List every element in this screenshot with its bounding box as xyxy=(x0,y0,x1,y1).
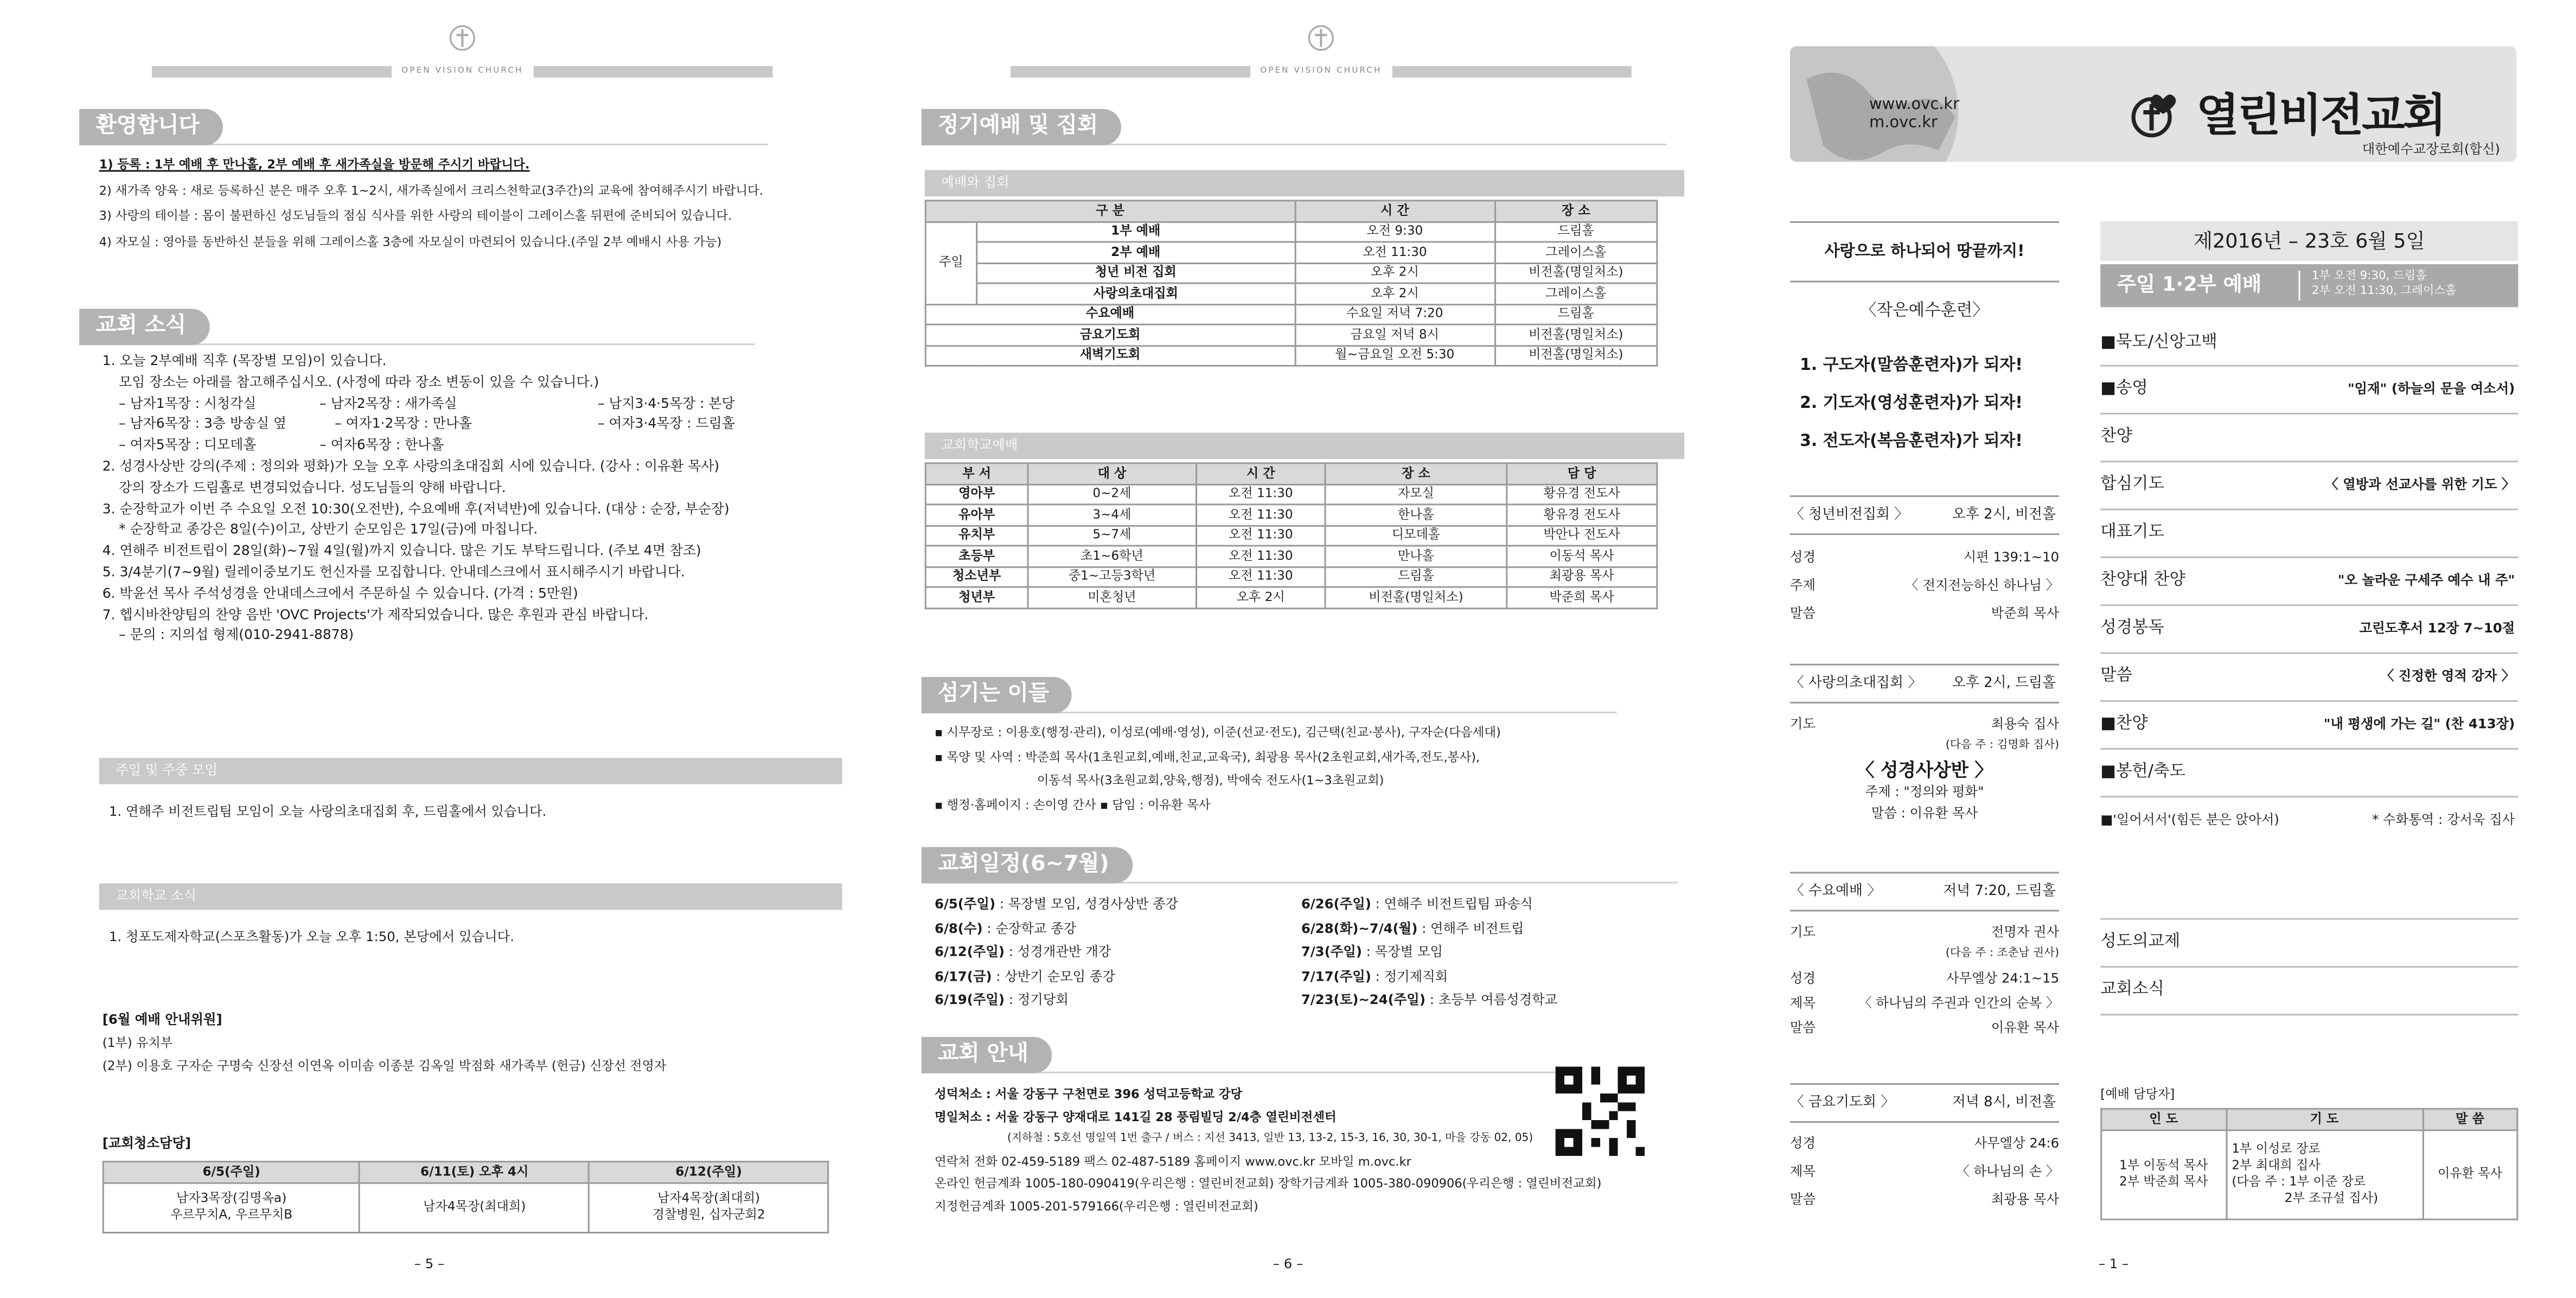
info-list xyxy=(935,1083,1601,1218)
cleaning-cell-line: 남자4목장(최대희) xyxy=(423,1198,526,1214)
kv-value: 전명자 권사 xyxy=(1991,924,2060,940)
cleaning-cell-line: 남자4목장(최대희) xyxy=(657,1190,760,1205)
news-item-6: 6. 박윤선 목사 주석성경을 안내데스크에서 주문하실 수 있습니다. (가격 : 5만원) xyxy=(102,584,578,601)
worship-title: 정기예배 및 집회 xyxy=(922,109,1121,145)
cleaning-title: [교회청소담당] xyxy=(102,1136,191,1151)
school-cell: 유치부 xyxy=(925,525,1028,546)
kv-value: 최광용 목사 xyxy=(1991,1192,2060,1207)
worship-cell: 금요일 저녁 8시 xyxy=(1295,324,1495,345)
schedule-desc: : 정기당회 xyxy=(1005,992,1069,1007)
kv-key: 말씀 xyxy=(1789,606,1816,621)
school-cell: 미혼청년 xyxy=(1028,587,1196,608)
order-label: ■송영 xyxy=(2100,380,2148,398)
order-item xyxy=(2100,367,2518,414)
kv-key: 기도 xyxy=(1789,924,1816,940)
worship-cell: 사랑의초대집회 xyxy=(977,283,1295,304)
order-detail: "내 평생에 가는 길" (찬 413장) xyxy=(2323,717,2515,732)
ushers-1: (1부) 유치부 xyxy=(102,1035,173,1051)
welcome-item: 2) 새가족 양육 : 새로 등록하신 분은 매주 오후 1~2시, 새가족실에서 크리스천학교(3주간)의 교육에 참여해주시기 바랍니다. xyxy=(99,182,763,197)
after-item xyxy=(2100,968,2518,1015)
goal-item: 2. 기도자(영성훈련자)가 되자! xyxy=(1800,394,2023,413)
qr-code-icon[interactable] xyxy=(1556,1067,1645,1156)
after-item xyxy=(2100,918,2518,968)
school-cell: 초등부 xyxy=(925,546,1028,566)
schedule-date: 6/12(주일) xyxy=(935,944,1005,960)
worship-cell: 오후 2시 xyxy=(1295,263,1495,283)
duty-word: 이유환 목사 xyxy=(2422,1129,2517,1218)
news-item-7: 7. 헵시바찬양팀의 찬양 음반 'OVC Projects'가 제작되었습니다. 많은 후원과 관심 바랍니다. xyxy=(102,605,649,622)
worship-header: 장 소 xyxy=(1495,201,1657,221)
course-topic: 주제 : "정의와 평화" xyxy=(1865,784,1984,800)
church-name: 열린비전교회 xyxy=(2196,91,2445,142)
school-header: 부 서 xyxy=(925,463,1028,484)
slogan: 사랑으로 하나되어 땅끝까지! xyxy=(1824,242,2025,261)
school-worship-subtitle: 교회학교예배 xyxy=(925,433,1684,459)
duty-header: 기 도 xyxy=(2226,1109,2422,1129)
place: – 여자3·4목장 : 드림홀 xyxy=(598,415,735,432)
after-service xyxy=(2100,918,2518,1016)
news-list xyxy=(103,350,829,645)
denomination: 대한예수교장로회(합신) xyxy=(2362,142,2500,157)
youth-meeting-title: 〈 청년비전집회 〉 xyxy=(1789,507,1909,524)
schedule-left xyxy=(935,893,1178,1013)
welcome-item: 3) 사랑의 테이블 : 몸이 불편하신 성도님들의 점심 식사를 위한 사랑의 테이블이 그레이스홀 뒤편에 준비되어 있습니다. xyxy=(99,208,732,223)
fri-prayer-title: 〈 금요기도회 〉 xyxy=(1789,1095,1895,1111)
school-cell: 오전 11:30 xyxy=(1196,525,1326,546)
order-label: ■봉헌/축도 xyxy=(2100,763,2185,781)
schedule-item xyxy=(935,941,1178,965)
school-cell: 박안나 전도사 xyxy=(1506,525,1657,546)
news-item-4: 4. 연해주 비전트립이 28일(화)~7월 4일(월)까지 있습니다. 많은 기도 부탁드립니다. (주보 4면 참조) xyxy=(102,542,701,559)
schedule-desc: : 순장학교 종강 xyxy=(982,920,1077,936)
cleaning-cell-line: 우르무치A, 우르무치B xyxy=(170,1207,293,1222)
place: – 남지3·4·5목장 : 본당 xyxy=(598,394,735,411)
info-line: 명일처소 : 서울 강동구 양재대로 141길 28 풍림빌딩 2/4층 열린비전센터 xyxy=(935,1109,1337,1124)
news-title: 교회 소식 xyxy=(79,309,209,345)
school-cell: 영아부 xyxy=(925,484,1028,504)
youth-meeting-details xyxy=(1790,547,2059,624)
mobile-link[interactable]: m.ovc.kr xyxy=(1869,114,1938,132)
info-title: 교회 안내 xyxy=(922,1037,1052,1073)
order-of-service xyxy=(2100,321,2518,844)
schedule-date: 7/17(주일) xyxy=(1301,968,1371,983)
fri-prayer-time: 저녁 8시, 비전홀 xyxy=(1952,1095,2056,1111)
order-label: 말씀 xyxy=(2100,667,2133,686)
school-cell: 청소년부 xyxy=(925,566,1028,587)
cover-banner xyxy=(1790,46,2516,162)
school-cell: 만나홀 xyxy=(1326,546,1507,566)
wed-service-head xyxy=(1790,872,2059,911)
order-detail: "오 놀라운 구세주 예수 내 주" xyxy=(2337,573,2515,588)
school-cell: 오전 11:30 xyxy=(1196,504,1326,525)
order-label: ■묵도/신앙고백 xyxy=(2100,333,2217,352)
news-places xyxy=(103,392,829,456)
welcome-item: 1) 등록 : 1부 예배 후 만나홀, 2부 예배 후 새가족실을 방문해 주시기 바랍니다. xyxy=(99,157,530,172)
order-label: 합심기도 xyxy=(2100,475,2164,494)
schedule-item xyxy=(1301,893,1557,917)
order-item xyxy=(2100,702,2518,750)
order-label: ■찬양 xyxy=(2100,715,2148,733)
worship-cell: 수요예배 xyxy=(925,304,1295,324)
schedule-item xyxy=(1301,917,1557,941)
order-detail: 〈 진정한 영적 강자 〉 xyxy=(2380,668,2515,684)
church-logo-icon xyxy=(448,23,477,53)
fri-prayer-details xyxy=(1790,1133,2059,1210)
cleaning-cell-line: 경찰병원, 십자군회2 xyxy=(652,1207,765,1222)
school-cell: 황유경 전도사 xyxy=(1506,484,1657,504)
school-header: 장 소 xyxy=(1326,463,1507,484)
service-bar xyxy=(2100,264,2518,307)
open-vision-label: OPEN VISION CHURCH xyxy=(392,66,533,78)
church-logo-icon xyxy=(1306,23,1336,53)
school-cell: 유아부 xyxy=(925,504,1028,525)
page-6 xyxy=(859,0,1717,1298)
site-links xyxy=(1869,96,1959,132)
duty-line: 1부 이동석 목사 xyxy=(2119,1157,2208,1172)
kv-key: 말씀 xyxy=(1789,1020,1816,1035)
news-item-3: 3. 순장학교가 이번 주 수요일 오전 10:30(오전반), 수요예배 후(저녁반)에 있습니다. (대상 : 순장, 부순장) xyxy=(102,500,730,516)
open-vision-label: OPEN VISION CHURCH xyxy=(1250,66,1392,78)
kv-value: 이유환 목사 xyxy=(1991,1020,2060,1035)
info-line: 성덕처소 : 서울 강동구 구천면로 396 성덕고등학교 강당 xyxy=(935,1086,1243,1102)
service-times xyxy=(2312,269,2457,299)
school-cell: 이동석 목사 xyxy=(1506,546,1657,566)
goals-list xyxy=(1800,347,2023,461)
worship-cell: 2부 예배 xyxy=(977,242,1295,263)
schedule-item xyxy=(1301,941,1557,965)
worship-cell: 오전 11:30 xyxy=(1295,242,1495,263)
worship-cell: 새벽기도회 xyxy=(925,345,1295,366)
kv-key: 성경 xyxy=(1789,970,1816,986)
place: – 여자1·2목장 : 만나홀 xyxy=(335,415,472,432)
church-logo-icon xyxy=(2130,89,2183,142)
school-cell: 3~4세 xyxy=(1028,504,1196,525)
duty-line: 2부 조규설 집사) xyxy=(2284,1191,2379,1206)
kv-value: 시편 139:1~10 xyxy=(1963,549,2060,565)
training-label: 〈작은예수훈련〉 xyxy=(1860,302,1989,321)
school-cell: 한나홀 xyxy=(1326,504,1507,525)
page-1-cover xyxy=(1717,0,2576,1298)
schedule-title: 교회일정(6~7월) xyxy=(922,847,1133,884)
love-meeting-head xyxy=(1790,664,2059,704)
worship-cell: 그레이스홀 xyxy=(1495,242,1657,263)
servers-line: ▪ 시무장로 : 이용호(행정·관리), 이성로(예배·영성), 이준(선교·전도), 김근택(친교·봉사), 구자순(다음세대) xyxy=(935,725,1501,740)
kv-key: 제목 xyxy=(1789,1164,1816,1179)
worship-cell: 그레이스홀 xyxy=(1495,283,1657,304)
worship-cell: 월~금요일 오전 5:30 xyxy=(1295,345,1495,366)
worship-cell: 비전홀(명일처소) xyxy=(1495,345,1657,366)
cleaning-header: 6/12(주일) xyxy=(589,1162,828,1182)
schedule-desc: : 초등부 여름성경학교 xyxy=(1426,992,1558,1007)
schedule-date: 7/23(토)~24(주일) xyxy=(1301,992,1426,1007)
cleaning-header: 6/5(주일) xyxy=(103,1162,360,1182)
welcome-item: 4) 자모실 : 영아를 동반하신 분들을 위해 그레이스홀 3층에 자모실이 마련되어 있습니다.(주일 2부 예배시 사용 가능) xyxy=(99,233,722,249)
worship-cell: 1부 예배 xyxy=(977,221,1295,242)
cleaning-table xyxy=(103,1161,829,1232)
kv-key: 성경 xyxy=(1789,549,1816,565)
duty-line: 1부 이성로 장로 xyxy=(2232,1140,2321,1155)
kv-value: 〈 전지전능하신 하나님 〉 xyxy=(1905,578,2060,593)
schedule-desc: : 정기제직회 xyxy=(1371,968,1448,983)
schedule-desc: : 성경개관반 개강 xyxy=(1005,944,1111,960)
ushers-title: [6월 예배 안내위원] xyxy=(102,1012,222,1027)
divider xyxy=(1790,281,2059,283)
schedule-date: 6/8(수) xyxy=(935,920,983,936)
school-cell: 황유경 전도사 xyxy=(1506,504,1657,525)
place: – 여자6목장 : 한나홀 xyxy=(319,436,444,453)
kv-key: 주제 xyxy=(1789,578,1816,593)
wed-service-title: 〈 수요예배 〉 xyxy=(1789,883,1882,900)
goal-item: 1. 구도자(말씀훈련자)가 되자! xyxy=(1800,356,2023,375)
kv-value: 사무엘상 24:1~15 xyxy=(1946,970,2060,986)
duty-line: 2부 박준희 목사 xyxy=(2119,1174,2208,1189)
news-item-3b: * 순장학교 종강은 8일(수)이고, 상반기 순모임은 17일(금)에 마칩니다. xyxy=(119,521,538,538)
order-item xyxy=(2100,462,2518,510)
service-title: 주일 1·2부 예배 xyxy=(2117,272,2262,296)
school-cell: 박준희 목사 xyxy=(1506,587,1657,608)
school-cell: 드림홀 xyxy=(1326,566,1507,587)
after-label: 성도의교제 xyxy=(2100,932,2181,951)
page-number: – 6 – xyxy=(1273,1257,1303,1272)
info-line: (지하철 : 5호선 명일역 1번 출구 / 버스 : 지선 3413, 일반 13, 13-2, 15-3, 16, 30, 30-1, 마을 강동 02, 05) xyxy=(1007,1131,1533,1145)
cleaning-cell xyxy=(360,1182,589,1232)
order-detail: 〈 열방과 선교사를 위한 기도 〉 xyxy=(2325,477,2515,493)
school-header: 시 간 xyxy=(1196,463,1326,484)
duty-pray xyxy=(2226,1129,2422,1218)
place: – 남자1목장 : 시청각실 xyxy=(119,394,257,411)
schedule-desc: : 목장별 모임 xyxy=(1361,944,1443,960)
schedule-item xyxy=(935,893,1178,917)
ushers-2: (2부) 이용호 구자순 구명숙 신장선 이연옥 이미솜 이종분 김옥일 박점화 새가족부 (헌금) 신장선 전영자 xyxy=(102,1058,667,1073)
welcome-title: 환영합니다 xyxy=(79,109,222,145)
order-detail: 고린도후서 12장 7~10절 xyxy=(2359,621,2515,636)
welcome-list xyxy=(99,152,763,254)
schedule-item xyxy=(1301,989,1557,1013)
news-item-5: 5. 3/4분기(7~9월) 릴레이중보기도 헌신자를 모집합니다. 안내데스크에서 표시해주시기 바랍니다. xyxy=(102,562,685,580)
place: – 남자2목장 : 새가족실 xyxy=(319,394,457,411)
order-item xyxy=(2100,558,2518,606)
order-item xyxy=(2100,750,2518,797)
cleaning-cell xyxy=(589,1182,828,1232)
news-item-2b: 강의 장소가 드림홀로 변경되었습니다. 성도님들의 양해 바랍니다. xyxy=(119,478,506,495)
kv-value: 박준희 목사 xyxy=(1991,606,2060,621)
servers-list xyxy=(935,721,1501,817)
website-link[interactable]: www.ovc.kr xyxy=(1869,95,1960,114)
news-item-1b: 모임 장소는 아래를 참고해주십시오. (사정에 따라 장소 변동이 있을 수 있습니다.) xyxy=(119,373,599,389)
school-cell: 중1~고등3학년 xyxy=(1028,566,1196,587)
order-label: 찬양대 찬양 xyxy=(2100,571,2185,590)
order-label: 성경봉독 xyxy=(2100,619,2164,638)
duty-line: 2부 최대희 집사 xyxy=(2232,1157,2321,1172)
school-cell: 초1~6학년 xyxy=(1028,546,1196,566)
order-item xyxy=(2100,510,2518,558)
news-item-7b: – 문의 : 지의섭 형제(010-2941-8878) xyxy=(119,626,354,643)
news-item-1: 1. 오늘 2부예배 직후 (목장별 모임)이 있습니다. xyxy=(102,351,387,368)
schedule-date: 6/26(주일) xyxy=(1301,897,1371,912)
kv-note: (다음 주 : 조춘남 권사) xyxy=(1945,946,2060,960)
schedule-item xyxy=(935,965,1178,989)
course-speaker: 말씀 : 이유환 목사 xyxy=(1871,805,1978,821)
love-meeting-title: 〈 사랑의초대집회 〉 xyxy=(1789,675,1922,692)
school-cell: 0~2세 xyxy=(1028,484,1196,504)
servers-title: 섬기는 이들 xyxy=(922,677,1072,713)
duty-title: [예배 담당자] xyxy=(2100,1086,2175,1102)
page-number: – 1 – xyxy=(2098,1257,2129,1272)
course-title: 〈 성경사상반 〉 xyxy=(1856,759,1993,781)
schedule-item xyxy=(935,917,1178,941)
duty-line: (다음 주 : 1부 이준 장로 xyxy=(2232,1174,2366,1189)
order-label: ■'일어서서'(힘든 분은 앉아서) xyxy=(2100,812,2279,828)
service-time-2: 2부 오전 11:30, 그레이스홀 xyxy=(2311,284,2457,297)
schedule-right xyxy=(1301,893,1557,1013)
news-item-2: 2. 성경사상반 강의(주제 : 정의와 평화)가 오늘 오후 사랑의초대집회 시에 있습니다. (강사 : 이유환 목사) xyxy=(102,457,720,474)
schedule-date: 6/17(금) xyxy=(935,968,992,983)
worship-cell: 금요기도회 xyxy=(925,324,1295,345)
kv-key: 제목 xyxy=(1789,995,1816,1011)
love-meeting-time: 오후 2시, 드림홀 xyxy=(1952,675,2056,692)
page-header xyxy=(152,23,773,78)
service-time-1: 1부 오전 9:30, 드림홀 xyxy=(2311,269,2427,283)
schedule-desc: : 목장별 모임, 성경사상반 종강 xyxy=(995,897,1179,912)
servers-line: 이동석 목사(3초원교회,양육,행정), 박애숙 전도사(1~3초원교회) xyxy=(1037,772,1384,788)
worship-header: 시 간 xyxy=(1295,201,1495,221)
duty-table xyxy=(2100,1108,2518,1219)
order-item xyxy=(2100,654,2518,702)
order-item xyxy=(2100,414,2518,462)
school-cell: 5~7세 xyxy=(1028,525,1196,546)
place: – 남자6목장 : 3층 방송실 옆 xyxy=(119,415,287,432)
page-5 xyxy=(0,0,859,1298)
school-cell: 오전 11:30 xyxy=(1196,484,1326,504)
wed-service-time: 저녁 7:20, 드림홀 xyxy=(1943,883,2056,900)
school-header: 대 상 xyxy=(1028,463,1196,484)
worship-subtitle: 예배와 집회 xyxy=(925,170,1684,197)
worship-cell: 드림홀 xyxy=(1495,304,1657,324)
goal-item: 3. 전도자(복음훈련자)가 되자! xyxy=(1800,432,2023,451)
worship-cell: 비전홀(명일처소) xyxy=(1495,263,1657,283)
order-label: 대표기도 xyxy=(2100,523,2164,542)
kv-value: 〈 하나님의 손 〉 xyxy=(1956,1164,2060,1179)
place: – 여자5목장 : 디모데홀 xyxy=(119,436,257,453)
worship-cell: 오전 9:30 xyxy=(1295,221,1495,242)
schedule-date: 6/19(주일) xyxy=(935,992,1005,1007)
school-cell: 오후 2시 xyxy=(1196,587,1326,608)
schedule-date: 6/5(주일) xyxy=(935,897,996,912)
schedule-item xyxy=(1301,965,1557,989)
school-cell: 자모실 xyxy=(1326,484,1507,504)
info-line: 온라인 헌금계좌 1005-180-090419(우리은행 : 열린비전교회) 장학기금계좌 1005-380-090906(우리은행 : 열린비전교회) xyxy=(935,1176,1602,1192)
school-cell: 오전 11:30 xyxy=(1196,566,1326,587)
kv-key: 기도 xyxy=(1789,717,1816,732)
schedule-item xyxy=(935,989,1178,1013)
info-line: 연락처 전화 02-459-5189 팩스 02-487-5189 홈페이지 www.ovc.kr 모바일 m.ovc.kr xyxy=(935,1154,1411,1169)
schedule-date: 7/3(주일) xyxy=(1301,944,1362,960)
schedule-desc: : 상반기 순모임 종강 xyxy=(992,968,1115,983)
page-header xyxy=(1011,23,1632,78)
schedule-date: 6/28(화)~7/4(월) xyxy=(1301,920,1418,936)
cleaning-cell xyxy=(103,1182,360,1232)
meetings-text: 1. 연해주 비전트립팀 모임이 오늘 사랑의초대집회 후, 드림홀에서 있습니다. xyxy=(108,804,547,819)
servers-line: ▪ 목양 및 사역 : 박준희 목사(1초원교회,예배,친교,교육국), 최광용 목사(2초원교회,새가족,전도,봉사), xyxy=(935,749,1480,764)
fri-prayer-head xyxy=(1790,1083,2059,1123)
duty-header: 말 씀 xyxy=(2422,1109,2517,1129)
worship-header: 구 분 xyxy=(925,201,1295,221)
school-header: 담 당 xyxy=(1506,463,1657,484)
kv-key: 말씀 xyxy=(1789,1192,1816,1207)
worship-cell: 드림홀 xyxy=(1495,221,1657,242)
info-line: 지정헌금계좌 1005-201-579166(우리은행 : 열린비전교회) xyxy=(935,1198,1258,1214)
youth-meeting-head xyxy=(1790,495,2059,535)
school-cell: 최광용 목사 xyxy=(1506,566,1657,587)
after-label: 교회소식 xyxy=(2100,981,2164,999)
order-label: 찬양 xyxy=(2100,427,2133,446)
cleaning-cell-line: 남자3목장(김명옥a) xyxy=(176,1190,287,1205)
sunday-label: 주일 xyxy=(925,221,976,304)
kv-value: 사무엘상 24:6 xyxy=(1974,1136,2060,1151)
order-item xyxy=(2100,797,2518,843)
school-news-subtitle: 교회학교 소식 xyxy=(99,884,842,910)
school-cell: 비전홀(명일처소) xyxy=(1326,587,1507,608)
schedule-desc: : 연해주 비전트립팀 파송식 xyxy=(1371,897,1533,912)
worship-cell: 청년 비전 집회 xyxy=(977,263,1295,283)
servers-line: ▪ 행정·홈페이지 : 손이영 간사 ▪ 담임 : 이유환 목사 xyxy=(935,796,1211,812)
school-cell: 오전 11:30 xyxy=(1196,546,1326,566)
youth-meeting-time: 오후 2시, 비전홀 xyxy=(1952,507,2056,524)
love-meeting-details xyxy=(1790,713,2059,824)
order-detail: "임재" (하늘의 문을 여소서) xyxy=(2347,381,2515,397)
school-cell: 청년부 xyxy=(925,587,1028,608)
school-news-text: 1. 청포도제자학교(스포츠활동)가 오늘 오후 1:50, 본당에서 있습니다. xyxy=(108,929,514,945)
kv-value: 최용숙 집사 xyxy=(1991,717,2060,732)
wed-service-details xyxy=(1790,922,2059,1039)
worship-cell: 비전홀(명일처소) xyxy=(1495,324,1657,345)
worship-table xyxy=(925,200,1658,366)
order-detail: * 수화통역 : 강서욱 집사 xyxy=(2372,812,2515,828)
duty-lead xyxy=(2101,1129,2226,1218)
place xyxy=(598,434,763,456)
duty-header: 인 도 xyxy=(2101,1109,2226,1129)
kv-key: 성경 xyxy=(1789,1136,1816,1151)
school-cell: 디모데홀 xyxy=(1326,525,1507,546)
cleaning-header: 6/11(토) 오후 4시 xyxy=(360,1162,589,1182)
order-item xyxy=(2100,606,2518,654)
worship-cell: 수요일 저녁 7:20 xyxy=(1295,304,1495,324)
worship-cell: 오후 2시 xyxy=(1295,283,1495,304)
order-item xyxy=(2100,321,2518,367)
page-number: – 5 – xyxy=(414,1257,445,1272)
kv-note: (다음 주 : 김명화 집사) xyxy=(1945,738,2060,752)
schedule-desc: : 연해주 비전트립 xyxy=(1417,920,1524,936)
kv-value: 〈 하나님의 주권과 인간의 순복 〉 xyxy=(1858,995,2060,1011)
school-table xyxy=(925,462,1658,608)
issue-info: 제2016년 – 23호 6월 5일 xyxy=(2100,221,2518,261)
divider xyxy=(2299,271,2300,300)
meetings-subtitle: 주일 및 주중 모임 xyxy=(99,758,842,784)
